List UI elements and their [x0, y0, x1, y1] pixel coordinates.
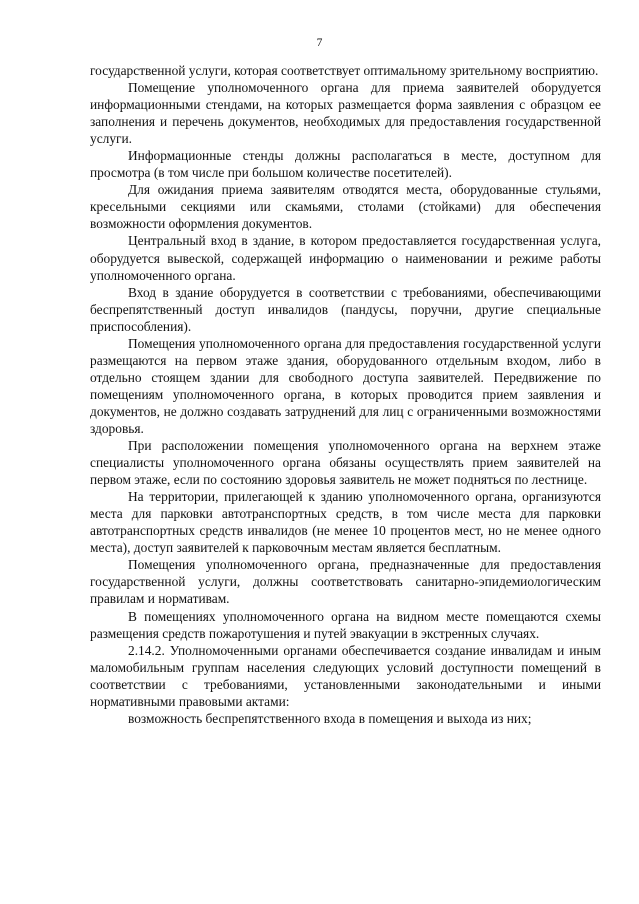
paragraph: Для ожидания приема заявителям отводятся места, оборудованные стульями, кресельными секциями или скамьями, столами (стойками) для обеспечения возможности оформления документов. [90, 182, 601, 232]
paragraph: государственной услуги, которая соответствует оптимальному зрительному восприятию. [90, 63, 599, 78]
paragraph: возможность беспрепятственного входа в помещения и выхода из них; [128, 710, 532, 726]
paragraph: Центральный вход в здание, в котором предоставляется государственная услуга, оборудуется вывеской, содержащей информацию о наименовании и режиме работы уполномоченного органа. [90, 233, 601, 283]
paragraph: Информационные стенды должны располагаться в месте, доступном для просмотра (в том числе при большом количестве посетителей). [90, 148, 601, 181]
paragraph: Вход в здание оборудуется в соответствии с требованиями, обеспечивающими беспрепятственный доступ инвалидов (пандусы, поручни, другие специальные приспособления). [90, 284, 601, 334]
paragraph: Помещения уполномоченного органа для предоставления государственной услуги размещаются на первом этаже здания, оборудованного отдельным входом, либо в отдельно стоящем здании для свободного доступа заявителей. Передвижение по помещениям уполномоченного органа, в которых проводится прием заявления и документов, не должно создавать затруднений для лиц с ограниченными возможностями здоровья. [90, 335, 601, 436]
paragraph: На территории, прилегающей к зданию уполномоченного органа, организуются места для парковки автотранспортных средств, в том числе места для парковки автотранспортных средств инвалидов (не менее 10 процентов мест, но не менее одного места), доступ заявителей к парковочным местам является бесплатным. [90, 489, 601, 556]
document-body [90, 62, 601, 727]
paragraph: Помещение уполномоченного органа для приема заявителей оборудуется информационными стендами, на которых размещается форма заявления с образцом ее заполнения и перечень документов, необходимых для предоставления государственной услуги. [90, 80, 601, 147]
paragraph: Помещения уполномоченного органа, предназначенные для предоставления государственной услуги, должны соответствовать санитарно-эпидемиологическим правилам и нормативам. [90, 557, 601, 607]
paragraph: При расположении помещения уполномоченного органа на верхнем этаже специалисты уполномоченного органа обязаны осуществлять прием заявителей на первом этаже, если по состоянию здоровья заявитель не может подняться по лестнице. [90, 438, 601, 488]
page-number: 7 [316, 37, 323, 49]
paragraph: В помещениях уполномоченного органа на видном месте помещаются схемы размещения средств пожаротушения и путей эвакуации в экстренных случаях. [90, 608, 601, 641]
paragraph: 2.14.2. Уполномоченными органами обеспечивается создание инвалидам и иным маломобильным группам населения следующих условий доступности помещений в соответствии с требованиями, установленными законодательными и иными нормативными правовыми актами: [90, 642, 601, 709]
